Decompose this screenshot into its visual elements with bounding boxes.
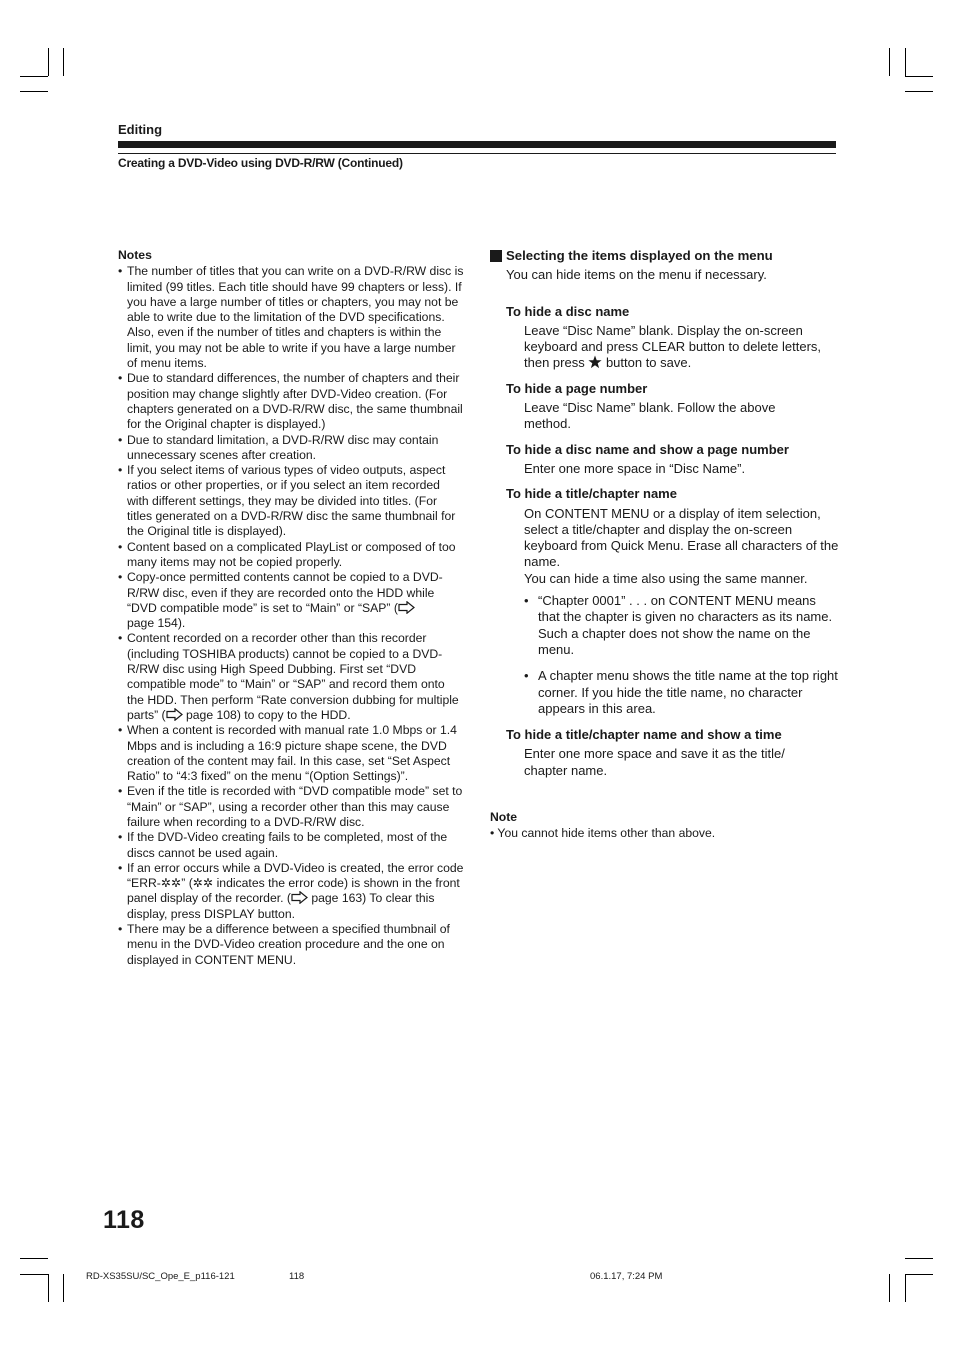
list-item: • Content based on a complicated PlayList or composed of too many items may not be copied properly. <box>118 540 465 571</box>
note-block <box>490 809 840 842</box>
crop-mark <box>63 1274 64 1302</box>
list-item: • When a content is recorded with manual rate 1.0 Mbps or 1.4 Mbps and is including a 16:9 picture shape scene, the DVD creation of the content may fail. In this case, set “Set Aspect Ratio” to “4:3 fixed” on the menu “(Option Settings)”. <box>118 723 465 784</box>
body-text: Leave “Disc Name” blank. Display the on-screen keyboard and press CLEAR button to delete letters, then press <box>524 322 822 371</box>
crop-mark <box>905 1258 933 1259</box>
list-item <box>118 570 465 631</box>
list-item-text: page 163) To clear this display, press DISPLAY button. <box>127 891 435 921</box>
notes-column <box>118 248 465 968</box>
crop-mark <box>905 1274 933 1275</box>
list-item: • Due to standard differences, the number of chapters and their position may change slightly after DVD-Video creation. (For chapters generated on a DVD-R/RW disc, the same thumbnail for the Original chapter is displayed.) <box>118 371 465 432</box>
crop-mark <box>905 1274 906 1302</box>
page-number-body: Leave “Disc Name” blank. Follow the above method. <box>524 400 776 432</box>
crop-mark <box>48 48 49 76</box>
list-item: • Even if the title is recorded with “DVD compatible mode” set to “Main” or “SAP”, using a recorder other than this may cause failure when recording to a DVD-R/RW disc. <box>118 784 465 830</box>
section-heading-text: Selecting the items displayed on the menu <box>506 248 773 263</box>
title-chapter-bullets <box>490 593 840 717</box>
page-reference-arrow-icon <box>291 891 308 904</box>
crop-mark <box>20 1274 48 1275</box>
list-item: • The number of titles that you can write on a DVD-R/RW disc is limited (99 titles. Each title should have 99 chapters or less). If you have a large number of titles or chapters, you may not be able to write due to the limitation of the DVD specifications. Also, even if the number of titles and chapters is within the limit, you may not be able to write if you have a large number of menu items. <box>118 264 465 371</box>
list-item-text: page 154). <box>127 616 186 631</box>
page-reference-arrow-icon <box>398 601 415 614</box>
star-icon <box>588 355 602 369</box>
list-item-text: Copy-once permitted contents cannot be copied to a DVD-R/RW disc, even if they are recorded onto the HDD while “DVD compatible mode” is set to “Main” or “SAP” ( <box>127 570 443 615</box>
title-time-body: Enter one more space and save it as the title/ chapter name. <box>524 746 785 778</box>
disc-name-heading: To hide a disc name <box>506 303 630 319</box>
footer-filename: RD-XS35SU/SC_Ope_E_p116-121 <box>86 1271 235 1282</box>
header-rule-thin <box>118 153 836 154</box>
title-chapter-body-2: You can hide a time also using the same manner. <box>524 570 808 586</box>
title-time-heading: To hide a title/chapter name and show a time <box>506 727 782 743</box>
note-body: • You cannot hide items other than above. <box>490 826 716 841</box>
footer-timestamp: 06.1.17, 7:24 PM <box>590 1271 663 1282</box>
note-heading: Note <box>490 810 518 825</box>
list-item-text: page 108) to copy to the HDD. <box>182 707 351 722</box>
section-label: Editing <box>118 122 163 137</box>
crop-mark <box>63 48 64 76</box>
title-chapter-body: On CONTENT MENU or a display of item selection, select a title/chapter and display the on-screen keyboard from Quick Menu. Erase all characters of the name. <box>524 505 839 570</box>
selecting-section <box>490 248 840 842</box>
section-heading <box>490 248 840 264</box>
list-item: • There may be a difference between a specified thumbnail of menu in the DVD-Video creation procedure and the one on displayed in CONTENT MENU. <box>118 922 465 968</box>
disc-page-body: Enter one more space in “Disc Name”. <box>524 460 746 476</box>
disc-name-body <box>490 323 840 372</box>
crop-mark <box>905 48 906 76</box>
list-item: • If you select items of various types of video outputs, aspect ratios or other properties, or if you select an item recorded with different settings, they may be divided into titles. (For titles generated on a DVD-R/RW disc the same thumbnail for the Original title is displayed). <box>118 463 465 539</box>
crop-mark <box>20 91 48 92</box>
list-item: • If the DVD-Video creating fails to be completed, most of the discs cannot be used again. <box>118 830 465 861</box>
header-rule-thick <box>118 141 836 148</box>
body-text: button to save. <box>602 355 692 371</box>
page-number-heading: To hide a page number <box>506 380 648 396</box>
crop-mark <box>905 76 933 77</box>
section-intro: You can hide items on the menu if necessary. <box>506 267 767 283</box>
crop-mark <box>48 1274 49 1302</box>
list-item: • A chapter menu shows the title name at the top right corner. If you hide the title name, no character appears in this area. <box>538 668 840 717</box>
square-bullet-icon <box>490 250 502 262</box>
crop-mark <box>20 76 48 77</box>
crop-mark <box>889 48 890 76</box>
list-item: • Due to standard limitation, a DVD-R/RW disc may contain unnecessary scenes after creation. <box>118 433 465 464</box>
crop-mark <box>20 1258 48 1259</box>
footer-page: 118 <box>289 1271 305 1282</box>
crop-mark <box>889 1274 890 1302</box>
title-chapter-heading: To hide a title/chapter name <box>506 486 677 502</box>
page-number: 118 <box>103 1206 145 1234</box>
list-item: • “Chapter 0001” . . . on CONTENT MENU means that the chapter is given no characters as its name. Such a chapter does not show the name on the menu. <box>538 593 840 658</box>
list-item <box>118 631 465 723</box>
list-item-text: If an error occurs while a DVD-Video is created, the error code “ERR-✲✲” (✲✲ indicates the error code) is shown in the front panel display of the recorder. ( <box>127 860 464 906</box>
notes-heading: Notes <box>118 248 152 262</box>
crop-mark <box>905 91 933 92</box>
notes-list <box>118 264 465 968</box>
list-item <box>118 861 465 922</box>
page-reference-arrow-icon <box>166 708 183 721</box>
disc-page-heading: To hide a disc name and show a page number <box>506 441 789 457</box>
page-subtitle: Creating a DVD-Video using DVD-R/RW (Continued) <box>118 156 403 170</box>
list-item-text: Content recorded on a recorder other than this recorder (including TOSHIBA products) cannot be copied to a DVD-R/RW disc using High Speed Dubbing. First set “DVD compatible mode” to “Main” or “SAP” and record them onto the HDD. Then perform “Rate conversion dubbing for multiple parts” ( <box>127 631 459 722</box>
